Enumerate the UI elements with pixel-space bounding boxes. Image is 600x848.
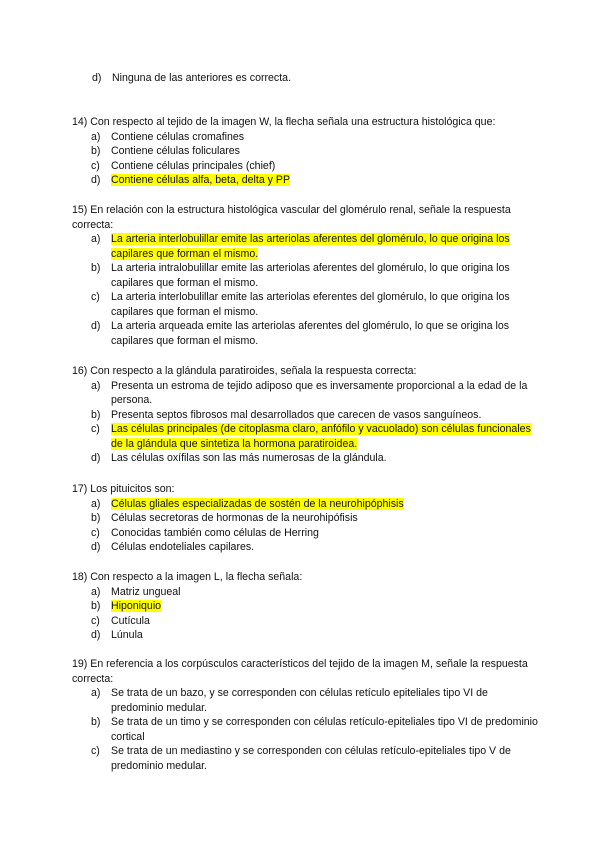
option-letter: c): [91, 159, 100, 172]
option-a: [72, 130, 538, 145]
option-text: La arteria intralobulillar emite las arteriolas aferentes del glomérulo, lo que origina los capilares que forman el mismo.: [111, 262, 510, 289]
option-letter: c): [91, 423, 100, 435]
question-14: [72, 115, 538, 188]
option-a-highlighted: [72, 497, 538, 512]
question-15: [72, 203, 538, 348]
option-c-highlighted: [72, 422, 538, 451]
option-letter: b): [91, 600, 101, 612]
option-c: [72, 159, 538, 174]
question-18: [72, 570, 538, 643]
option-a: [72, 686, 538, 715]
option-d-highlighted: [72, 173, 538, 188]
option-d: [72, 451, 538, 466]
option-letter: b): [91, 716, 101, 728]
option-b-highlighted: [72, 599, 538, 614]
option-letter: a): [91, 379, 101, 392]
option-text: Presenta septos fibrosos mal desarrollados que carecen de vasos sanguíneos.: [111, 408, 482, 421]
option-letter: d): [91, 452, 101, 464]
option-letter: c): [91, 614, 100, 627]
option-c: [72, 614, 538, 629]
highlighted-answer: Las células principales (de citoplasma claro, anfófilo y vacuolado) son células funcionales de la glándula que sintetiza la hormona paratiroidea.: [111, 423, 531, 450]
question-stem: 19) En referencia a los corpúsculos característicos del tejido de la imagen M, señale la respuesta correcta:: [72, 658, 528, 685]
question-stem: 18) Con respecto a la imagen L, la flecha señala:: [72, 571, 303, 583]
option-text: Se trata de un mediastino y se corresponden con células retículo-epiteliales tipo V de predominio medular.: [111, 745, 511, 772]
option-letter: a): [91, 130, 101, 143]
option-d: [72, 540, 538, 555]
option-letter: a): [91, 585, 101, 598]
question-stem: 17) Los pituicitos son:: [72, 483, 175, 495]
option-letter: b): [91, 145, 101, 157]
option-b: [72, 261, 538, 290]
option-text: Las células oxífilas son las más numerosas de la glándula.: [111, 452, 387, 464]
option-b: [72, 511, 538, 526]
option-b: [72, 715, 538, 744]
question-17: [72, 482, 538, 555]
option-letter: a): [91, 233, 101, 245]
question-stem: 14) Con respecto al tejido de la imagen W, la flecha señala una estructura histológica que:: [72, 116, 496, 128]
option-text: Matriz ungueal: [111, 585, 181, 598]
option-letter: d): [91, 174, 101, 186]
option-b: [72, 408, 538, 423]
option-letter: c): [91, 526, 100, 539]
question-16: [72, 364, 538, 466]
option-text: Se trata de un bazo, y se corresponden con células retículo epiteliales tipo VI de predominio medular.: [111, 687, 488, 714]
option-b: [72, 144, 538, 159]
option-c: [72, 526, 538, 541]
option-letter: c): [91, 745, 100, 757]
option-letter: a): [91, 687, 101, 699]
prev-question-option-d: [92, 71, 552, 86]
option-text: Presenta un estroma de tejido adiposo que es inversamente proporcional a la edad de la persona.: [111, 379, 528, 406]
option-letter: c): [91, 291, 100, 303]
question-19: [72, 657, 538, 773]
option-d: [72, 319, 538, 348]
highlighted-answer: Contiene células alfa, beta, delta y PP: [111, 174, 291, 186]
option-text: Se trata de un timo y se corresponden con células retículo-epiteliales tipo VI de predominio cortical: [111, 716, 538, 743]
question-stem: 15) En relación con la estructura histológica vascular del glomérulo renal, señale la respuesta correcta:: [72, 204, 511, 231]
option-text: Células secretoras de hormonas de la neurohipófisis: [111, 512, 358, 524]
option-letter: b): [91, 408, 101, 421]
option-a-highlighted: [72, 232, 538, 261]
option-letter: b): [91, 262, 101, 274]
highlighted-answer: La arteria interlobulillar emite las arteriolas aferentes del glomérulo, lo que origina los capilares que forman el mismo.: [111, 233, 510, 260]
option-letter: d): [91, 629, 101, 641]
option-a: [72, 379, 538, 408]
option-text: Conocidas también como células de Herring: [111, 526, 319, 539]
option-text: Contiene células principales (chief): [111, 159, 276, 172]
option-text: Ninguna de las anteriores es correcta.: [112, 72, 292, 84]
option-c: [72, 744, 538, 773]
option-letter: d): [91, 541, 101, 553]
option-d: [72, 628, 538, 643]
option-text: Lúnula: [111, 629, 143, 641]
highlighted-answer: Hiponiquio: [111, 600, 162, 612]
option-letter: b): [91, 512, 101, 524]
option-c: [72, 290, 538, 319]
option-text: La arteria arqueada emite las arteriolas aferentes del glomérulo, lo que se origina los capilares que forman el mismo.: [111, 320, 510, 347]
option-text: Células endoteliales capilares.: [111, 541, 255, 553]
option-a: [72, 585, 538, 600]
option-letter: a): [91, 497, 101, 510]
option-text: Contiene células foliculares: [111, 145, 240, 157]
option-text: Contiene células cromafines: [111, 130, 245, 143]
option-letter: d): [91, 320, 101, 332]
highlighted-answer: Células gliales especializadas de sostén de la neurohipóphisis: [111, 497, 404, 510]
question-stem: 16) Con respecto a la glándula paratiroides, señala la respuesta correcta:: [72, 365, 417, 377]
option-text: Cutícula: [111, 614, 150, 627]
option-letter: d): [92, 72, 102, 84]
option-text: La arteria interlobulillar emite las arteriolas eferentes del glomérulo, lo que origina los capilares que forman el mismo.: [111, 291, 510, 318]
